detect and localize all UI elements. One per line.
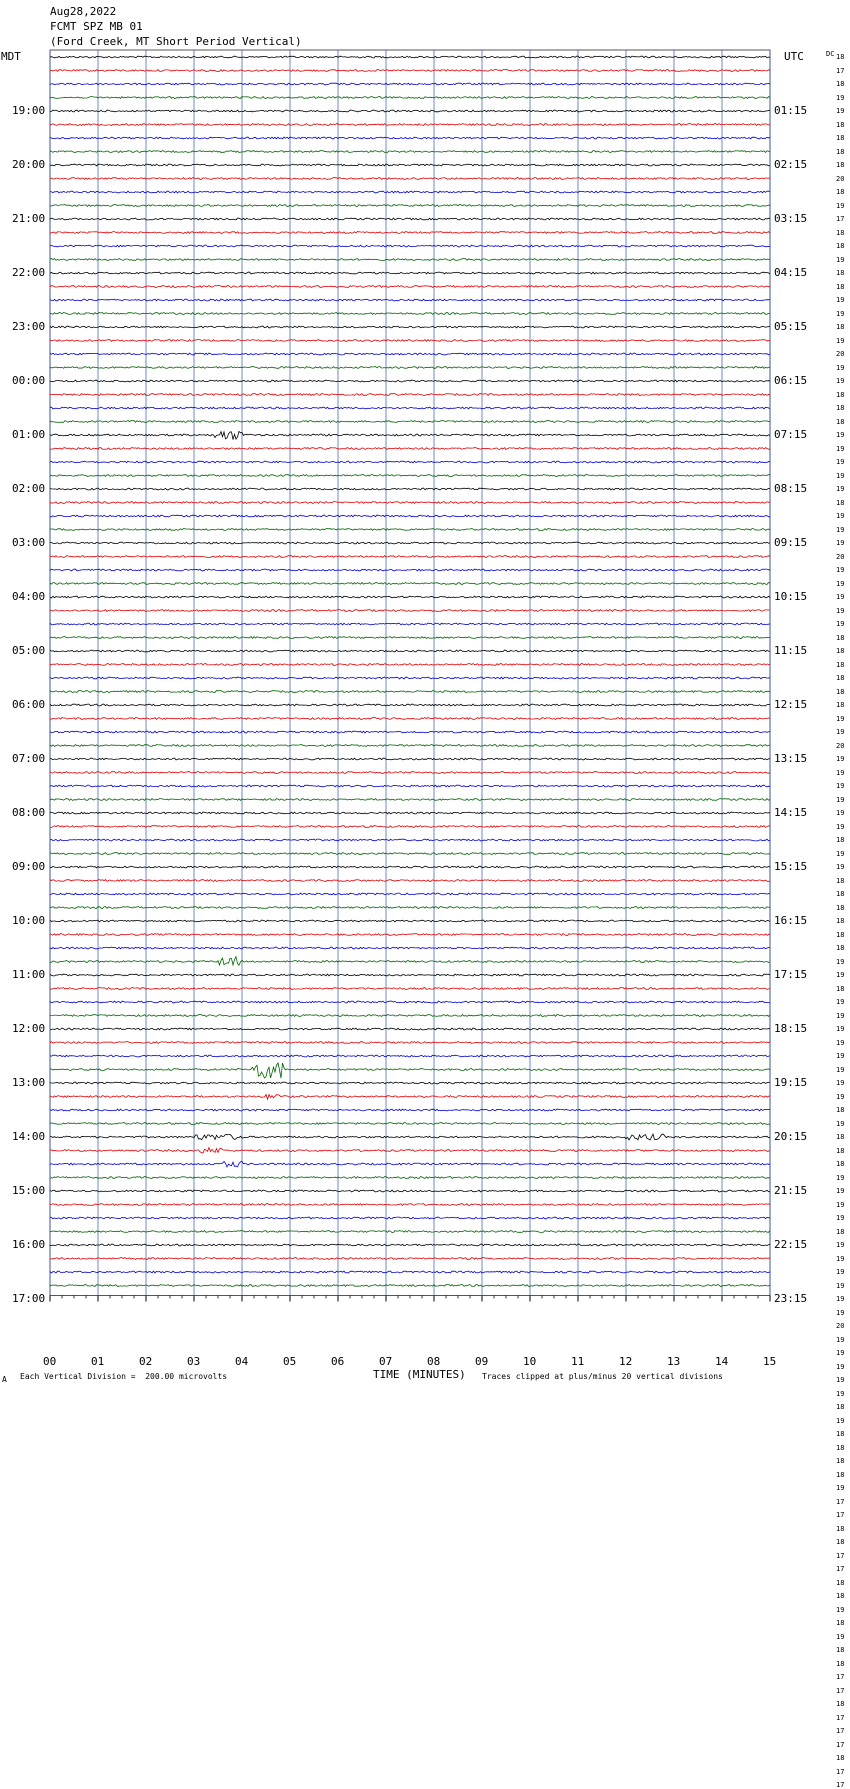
- dc-offset-value: 18: [836, 80, 845, 88]
- right-timezone-label: UTC: [784, 50, 804, 63]
- trace-row-0: [50, 56, 770, 58]
- dc-offset-value: 18: [836, 633, 845, 642]
- dc-offset-value: 18: [836, 1160, 845, 1168]
- trace-row-46: [50, 677, 770, 679]
- dc-offset-value: 18: [836, 1106, 845, 1114]
- dc-offset-value: 18: [836, 1659, 845, 1668]
- trace-row-73: [50, 1042, 770, 1044]
- trace-row-47: [50, 691, 770, 693]
- dc-offset-value: 18: [836, 417, 845, 426]
- dc-offset-value: 19: [836, 255, 845, 264]
- x-tick-label: 02: [139, 1355, 153, 1368]
- trace-row-76: [50, 1082, 770, 1084]
- trace-row-78: [50, 1109, 770, 1111]
- dc-offset-value: 19: [836, 1173, 845, 1182]
- left-hour-label: 19:00: [12, 104, 46, 117]
- dc-offset-value: 17: [836, 1767, 845, 1776]
- trace-row-21: [50, 340, 770, 342]
- dc-offset-value: 19: [836, 336, 845, 345]
- trace-row-84: [50, 1190, 770, 1192]
- x-tick-label: 14: [715, 1355, 729, 1368]
- trace-row-91: [50, 1285, 770, 1287]
- dc-offset-value: 19: [836, 1416, 845, 1425]
- dc-offset-value: 19: [836, 1632, 845, 1641]
- right-hour-label: 03:15: [774, 212, 808, 225]
- dc-offset-value: 18: [836, 1754, 845, 1762]
- x-tick-label: 01: [91, 1355, 105, 1368]
- trace-row-45: [50, 664, 770, 666]
- dc-offset-value: 17: [836, 1713, 845, 1722]
- right-hour-label: 14:15: [774, 806, 808, 819]
- trace-row-55: [50, 799, 770, 801]
- dc-offset-value: 18: [836, 404, 845, 412]
- left-hour-label: 09:00: [12, 860, 46, 873]
- trace-row-20: [50, 326, 770, 328]
- trace-row-19: [50, 313, 770, 315]
- dc-offset-value: 17: [836, 1511, 845, 1519]
- dc-offset-value: 18: [836, 147, 845, 156]
- minute-grid: [50, 50, 770, 1296]
- dc-offset-value: 19: [836, 1011, 845, 1020]
- dc-offset-value: 19: [836, 309, 845, 318]
- dc-offset-value: 19: [836, 1052, 845, 1060]
- dc-offset-value: 19: [836, 93, 845, 102]
- dc-offset-value: 18: [836, 161, 845, 169]
- dc-offset-value: 20: [836, 1322, 845, 1330]
- dc-offset-value: 19: [836, 512, 845, 520]
- trace-row-64: [50, 920, 770, 922]
- trace-row-3: [50, 97, 770, 99]
- trace-row-31: [50, 475, 770, 477]
- trace-row-37: [50, 556, 770, 558]
- dc-label: DC: [826, 50, 835, 58]
- left-hour-label: 02:00: [12, 482, 46, 495]
- dc-offset-value: 19: [836, 1335, 845, 1344]
- trace-row-10: [50, 191, 770, 193]
- trace-row-30: [50, 461, 770, 463]
- dc-offset-value: 19: [836, 1295, 845, 1303]
- dc-offset-value: 18: [836, 701, 845, 709]
- dc-offset-value: 19: [836, 728, 845, 736]
- trace-row-65: [50, 934, 770, 936]
- dc-offset-value: 17: [836, 1781, 845, 1789]
- right-hour-label: 15:15: [774, 860, 808, 873]
- trace-row-72: [50, 1028, 770, 1030]
- x-tick-label: 15: [763, 1355, 777, 1368]
- dc-offset-value: 19: [836, 1389, 845, 1398]
- dc-offset-value: 19: [836, 1605, 845, 1614]
- dc-offset-value: 18: [836, 134, 845, 142]
- dc-offset-value: 17: [836, 1551, 845, 1560]
- trace-row-79: [50, 1123, 770, 1125]
- trace-row-12: [50, 218, 770, 220]
- right-hour-label: 17:15: [774, 968, 808, 981]
- x-tick-label: 13: [667, 1355, 681, 1368]
- dc-offset-value: 18: [836, 903, 845, 912]
- dc-offset-value: 18: [836, 1146, 845, 1155]
- left-hour-label: 16:00: [12, 1238, 46, 1251]
- trace-row-38: [50, 569, 770, 571]
- trace-row-2: [50, 83, 770, 85]
- x-tick-label: 00: [43, 1355, 57, 1368]
- trace-row-75: [50, 1063, 770, 1078]
- x-tick-label: 05: [283, 1355, 297, 1368]
- trace-row-42: [50, 623, 770, 625]
- dc-offset-value: 19: [836, 1065, 845, 1074]
- dc-offset-value: 17: [836, 1686, 845, 1695]
- dc-offset-value: 19: [836, 1308, 845, 1317]
- plot-frame: [50, 50, 770, 1296]
- trace-row-69: [50, 988, 770, 990]
- trace-row-11: [50, 205, 770, 207]
- dc-offset-value: 19: [836, 579, 845, 588]
- trace-row-28: [50, 432, 770, 440]
- x-tick-label: 08: [427, 1355, 441, 1368]
- dc-offset-value: 19: [836, 471, 845, 480]
- trace-row-83: [50, 1177, 770, 1179]
- trace-row-22: [50, 353, 770, 355]
- dc-offset-value: 17: [836, 1740, 845, 1749]
- right-hour-label: 16:15: [774, 914, 808, 927]
- dc-offset-value: 18: [836, 687, 845, 696]
- dc-offset-value: 18: [836, 1227, 845, 1236]
- trace-row-68: [50, 974, 770, 976]
- trace-row-67: [50, 957, 770, 966]
- trace-row-13: [50, 232, 770, 234]
- dc-offset-value: 18: [836, 984, 845, 993]
- dc-offset-value: 19: [836, 809, 845, 817]
- dc-offset-value: 19: [836, 201, 845, 210]
- dc-offset-value: 18: [836, 1700, 845, 1708]
- dc-offset-value: 19: [836, 1281, 845, 1290]
- trace-row-1: [50, 70, 770, 72]
- seismic-traces: [50, 56, 770, 1286]
- trace-row-60: [50, 866, 770, 868]
- trace-row-49: [50, 718, 770, 720]
- dc-offset-value: 18: [836, 1538, 845, 1546]
- dc-offset-value: 19: [836, 795, 845, 804]
- trace-row-23: [50, 367, 770, 369]
- time-axis: [50, 1296, 770, 1302]
- left-hour-label: 01:00: [12, 428, 46, 441]
- trace-row-43: [50, 637, 770, 639]
- corner-mark: A: [2, 1375, 7, 1384]
- left-timezone-label: MDT: [1, 50, 21, 63]
- left-hour-label: 05:00: [12, 644, 46, 657]
- dc-offset-value: 19: [836, 768, 845, 777]
- x-tick-label: 12: [619, 1355, 633, 1368]
- dc-offset-value: 18: [836, 917, 845, 925]
- dc-offset-value: 19: [836, 998, 845, 1006]
- dc-offset-value: 18: [836, 944, 845, 952]
- left-hour-label: 22:00: [12, 266, 46, 279]
- dc-offset-value: 18: [836, 876, 845, 885]
- trace-row-51: [50, 745, 770, 747]
- dc-offset-value: 19: [836, 1079, 845, 1087]
- right-hour-label: 05:15: [774, 320, 808, 333]
- trace-row-25: [50, 394, 770, 396]
- right-hour-label: 19:15: [774, 1076, 808, 1089]
- trace-row-59: [50, 853, 770, 855]
- dc-offset-value: 18: [836, 660, 845, 669]
- dc-offset-value: 20: [836, 741, 845, 750]
- right-hour-label: 04:15: [774, 266, 808, 279]
- trace-row-66: [50, 947, 770, 949]
- left-hour-label: 04:00: [12, 590, 46, 603]
- dc-offset-value: 19: [836, 107, 845, 115]
- trace-row-5: [50, 124, 770, 126]
- dc-offset-value: 18: [836, 1403, 845, 1411]
- x-tick-label: 04: [235, 1355, 249, 1368]
- left-hour-label: 08:00: [12, 806, 46, 819]
- trace-row-17: [50, 286, 770, 288]
- dc-offset-value: 19: [836, 1214, 845, 1222]
- left-hour-label: 13:00: [12, 1076, 46, 1089]
- right-hour-label: 10:15: [774, 590, 808, 603]
- trace-row-15: [50, 259, 770, 261]
- trace-row-14: [50, 245, 770, 247]
- left-hour-label: 10:00: [12, 914, 46, 927]
- dc-offset-value: 18: [836, 53, 845, 61]
- trace-row-82: [50, 1161, 770, 1167]
- left-hour-label: 06:00: [12, 698, 46, 711]
- dc-offset-value: 18: [836, 498, 845, 507]
- scale-note: Each Vertical Division = 200.00 microvolts: [20, 1372, 228, 1381]
- trace-row-74: [50, 1055, 770, 1057]
- trace-row-50: [50, 731, 770, 733]
- trace-row-4: [50, 110, 770, 112]
- dc-offset-value: 18: [836, 1578, 845, 1587]
- dc-offset-value: 19: [836, 1187, 845, 1195]
- dc-offset-value: 19: [836, 296, 845, 304]
- left-hour-label: 12:00: [12, 1022, 46, 1035]
- dc-offset-value: 20: [836, 350, 845, 358]
- right-hour-label: 18:15: [774, 1022, 808, 1035]
- right-hour-label: 13:15: [774, 752, 808, 765]
- dc-offset-value: 18: [836, 930, 845, 939]
- dc-offset-value: 19: [836, 606, 845, 615]
- right-hour-label: 12:15: [774, 698, 808, 711]
- left-hour-label: 17:00: [12, 1292, 46, 1305]
- dc-offset-value: 19: [836, 593, 845, 601]
- dc-offset-value: 19: [836, 363, 845, 372]
- dc-offset-value: 19: [836, 458, 845, 466]
- right-hour-label: 06:15: [774, 374, 808, 387]
- dc-offset-value: 19: [836, 377, 845, 385]
- dc-offset-value: 18: [836, 1524, 845, 1533]
- right-hour-label: 09:15: [774, 536, 808, 549]
- header-date: Aug28,2022: [50, 5, 117, 18]
- right-hour-label: 07:15: [774, 428, 808, 441]
- right-hour-label: 23:15: [774, 1292, 808, 1305]
- dc-offset-value: 18: [836, 390, 845, 399]
- left-hour-label: 07:00: [12, 752, 46, 765]
- trace-row-85: [50, 1204, 770, 1206]
- dc-offset-value: 17: [836, 1673, 845, 1681]
- trace-row-40: [50, 596, 770, 598]
- left-hour-label: 21:00: [12, 212, 46, 225]
- dc-offset-value: 18: [836, 647, 845, 655]
- left-hour-label: 11:00: [12, 968, 46, 981]
- x-tick-label: 06: [331, 1355, 345, 1368]
- dc-offset-value: 19: [836, 620, 845, 628]
- dc-offset-value: 19: [836, 539, 845, 547]
- dc-offset-value: 17: [836, 66, 845, 75]
- dc-offset-value: 19: [836, 1025, 845, 1033]
- dc-offset-value: 18: [836, 836, 845, 844]
- dc-offset-value: 19: [836, 755, 845, 763]
- dc-offset-value: 19: [836, 1362, 845, 1371]
- dc-offset-value: 18: [836, 1646, 845, 1654]
- trace-row-41: [50, 610, 770, 612]
- dc-offset-value: 18: [836, 1133, 845, 1141]
- trace-row-70: [50, 1001, 770, 1003]
- trace-row-34: [50, 515, 770, 517]
- trace-row-48: [50, 704, 770, 706]
- x-axis-title: TIME (MINUTES): [373, 1368, 466, 1381]
- left-hour-label: 00:00: [12, 374, 46, 387]
- trace-row-54: [50, 785, 770, 787]
- right-hour-label: 02:15: [774, 158, 808, 171]
- x-tick-label: 11: [571, 1355, 585, 1368]
- dc-offset-value: 19: [836, 1254, 845, 1263]
- trace-row-26: [50, 407, 770, 409]
- trace-row-27: [50, 421, 770, 423]
- trace-row-8: [50, 164, 770, 166]
- right-hour-label: 21:15: [774, 1184, 808, 1197]
- trace-row-87: [50, 1231, 770, 1233]
- trace-row-52: [50, 758, 770, 760]
- trace-row-44: [50, 650, 770, 652]
- trace-row-81: [50, 1148, 770, 1153]
- right-hour-label: 01:15: [774, 104, 808, 117]
- trace-row-88: [50, 1244, 770, 1246]
- trace-row-29: [50, 448, 770, 450]
- dc-offset-value: 18: [836, 1430, 845, 1438]
- right-hour-label: 08:15: [774, 482, 808, 495]
- trace-row-32: [50, 488, 770, 490]
- dc-offset-value: 18: [836, 228, 845, 237]
- dc-offset-value: 20: [836, 174, 845, 183]
- left-hour-label: 03:00: [12, 536, 46, 549]
- dc-offset-value: 20: [836, 552, 845, 561]
- left-hour-label: 14:00: [12, 1130, 46, 1143]
- dc-offset-value: 18: [836, 1592, 845, 1600]
- dc-offset-value: 18: [836, 1443, 845, 1452]
- dc-offset-value: 19: [836, 431, 845, 439]
- dc-offset-value: 18: [836, 323, 845, 331]
- dc-offset-value: 19: [836, 714, 845, 723]
- trace-row-71: [50, 1015, 770, 1017]
- trace-row-61: [50, 880, 770, 882]
- dc-offset-value: 19: [836, 444, 845, 453]
- clip-note: Traces clipped at plus/minus 20 vertical divisions: [482, 1372, 723, 1381]
- dc-offset-value: 19: [836, 863, 845, 871]
- dc-offset-value: 18: [836, 120, 845, 129]
- trace-row-57: [50, 826, 770, 828]
- dc-offset-value: 19: [836, 485, 845, 493]
- dc-offset-value: 19: [836, 1119, 845, 1128]
- left-hour-label: 20:00: [12, 158, 46, 171]
- trace-row-18: [50, 299, 770, 301]
- trace-row-53: [50, 772, 770, 774]
- trace-row-16: [50, 272, 770, 274]
- right-hour-label: 20:15: [774, 1130, 808, 1143]
- dc-offset-value: 19: [836, 822, 845, 831]
- dc-offset-value: 17: [836, 1565, 845, 1573]
- left-hour-label: 23:00: [12, 320, 46, 333]
- right-hour-label: 22:15: [774, 1238, 808, 1251]
- trace-row-89: [50, 1258, 770, 1260]
- trace-row-35: [50, 529, 770, 531]
- dc-offset-value: 18: [836, 269, 845, 277]
- dc-offset-value: 19: [836, 1038, 845, 1047]
- trace-row-9: [50, 178, 770, 180]
- dc-offset-value: 18: [836, 242, 845, 250]
- trace-row-90: [50, 1271, 770, 1273]
- dc-offset-value: 18: [836, 188, 845, 196]
- dc-offset-value: 19: [836, 566, 845, 574]
- trace-row-39: [50, 583, 770, 585]
- dc-offset-value: 18: [836, 1470, 845, 1479]
- x-tick-label: 09: [475, 1355, 489, 1368]
- trace-row-77: [50, 1095, 770, 1100]
- header-description: (Ford Creek, MT Short Period Vertical): [50, 35, 302, 48]
- header-station: FCMT SPZ MB 01: [50, 20, 143, 33]
- dc-offset-value: 19: [836, 1484, 845, 1492]
- dc-offset-value: 18: [836, 282, 845, 291]
- dc-offset-value: 19: [836, 849, 845, 858]
- dc-offset-value: 19: [836, 1268, 845, 1276]
- trace-row-86: [50, 1217, 770, 1219]
- trace-row-24: [50, 380, 770, 382]
- trace-row-36: [50, 542, 770, 544]
- x-tick-label: 03: [187, 1355, 201, 1368]
- dc-offset-value: 19: [836, 525, 845, 534]
- dc-offset-value: 19: [836, 1092, 845, 1101]
- dc-offset-value: 18: [836, 674, 845, 682]
- dc-offset-value: 17: [836, 1497, 845, 1506]
- dc-offset-value: 19: [836, 957, 845, 966]
- dc-offset-value: 19: [836, 1241, 845, 1249]
- dc-offset-value: 19: [836, 782, 845, 790]
- right-hour-label: 11:15: [774, 644, 808, 657]
- trace-row-33: [50, 502, 770, 504]
- dc-offset-value: 19: [836, 1376, 845, 1384]
- dc-offset-value: 17: [836, 1727, 845, 1735]
- dc-offset-value: 18: [836, 1619, 845, 1627]
- trace-row-7: [50, 151, 770, 153]
- trace-row-58: [50, 839, 770, 841]
- trace-row-6: [50, 137, 770, 139]
- trace-row-80: [50, 1134, 770, 1140]
- dc-offset-value: 19: [836, 1349, 845, 1357]
- trace-row-63: [50, 907, 770, 909]
- dc-offset-value: 17: [836, 215, 845, 223]
- dc-offset-value: 18: [836, 1457, 845, 1465]
- dc-offset-value: 19: [836, 971, 845, 979]
- dc-offset-value: 19: [836, 1200, 845, 1209]
- left-hour-label: 15:00: [12, 1184, 46, 1197]
- x-tick-label: 07: [379, 1355, 393, 1368]
- trace-row-62: [50, 893, 770, 895]
- trace-row-56: [50, 812, 770, 814]
- x-tick-label: 10: [523, 1355, 537, 1368]
- dc-offset-value: 18: [836, 890, 845, 898]
